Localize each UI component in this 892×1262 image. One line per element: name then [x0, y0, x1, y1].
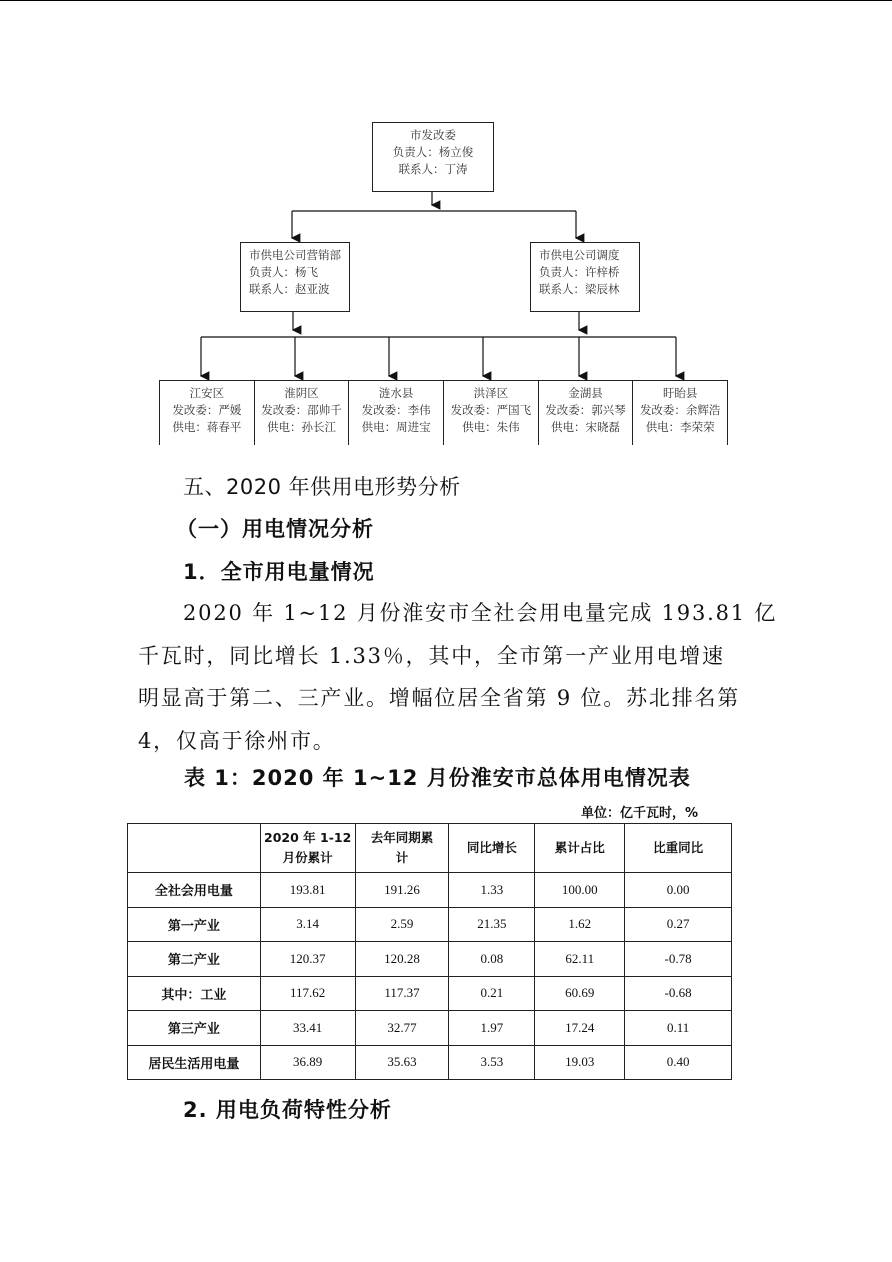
org-district-box [160, 381, 254, 445]
table-cell: 120.37 [260, 942, 355, 977]
table-cell: 100.00 [535, 873, 625, 908]
row-label: 第一产业 [128, 907, 261, 942]
table-cell: 191.26 [355, 873, 449, 908]
table-cell: -0.68 [625, 976, 732, 1011]
table-cell: 117.37 [355, 976, 449, 1011]
table-cell: 0.00 [625, 873, 732, 908]
table-cell: -0.78 [625, 942, 732, 977]
district-supply: 供电：蒋春平 [172, 420, 242, 434]
table-cell: 21.35 [449, 907, 535, 942]
row-label: 第三产业 [128, 1011, 261, 1046]
row-label: 其中：工业 [128, 976, 261, 1011]
header-2020-line2: 月份累计 [282, 850, 333, 865]
header-lastyear-line1: 去年同期累 [370, 830, 434, 845]
district-dev: 发改委：邵帅千 [261, 403, 342, 417]
table-cell: 0.21 [449, 976, 535, 1011]
table-row [128, 942, 732, 977]
org-mid-left-title: 市供电公司营销部 [249, 248, 341, 262]
table-header-cell: 累计占比 [535, 824, 625, 873]
table-cell: 60.69 [535, 976, 625, 1011]
org-top-title: 市发改委 [410, 128, 456, 142]
table-header-cell: 同比增长 [449, 824, 535, 873]
table-cell: 0.27 [625, 907, 732, 942]
table-cell: 36.89 [260, 1045, 355, 1080]
table-header-cell [128, 824, 261, 873]
header-2020-line1: 2020 年 1-12 [264, 830, 352, 845]
org-mid-left-lead: 负责人：杨飞 [249, 265, 318, 279]
table-cell: 0.40 [625, 1045, 732, 1080]
table-cell: 2.59 [355, 907, 449, 942]
table-caption: 表 1：2020 年 1~12 月份淮安市总体用电情况表 [184, 766, 691, 790]
district-dev: 发改委：郭兴琴 [545, 403, 626, 417]
table-cell: 62.11 [535, 942, 625, 977]
table-header-cell [355, 824, 449, 873]
table-cell: 32.77 [355, 1011, 449, 1046]
table-row [128, 1011, 732, 1046]
table-cell: 1.62 [535, 907, 625, 942]
org-district-box [348, 381, 443, 445]
table-header-cell [260, 824, 355, 873]
subsection-heading: （一）用电情况分析 [176, 517, 374, 541]
paragraph-line: 2020 年 1~12 月份淮安市全社会用电量完成 193.81 亿 [183, 601, 778, 625]
item2-heading: 2. 用电负荷特性分析 [183, 1098, 392, 1122]
power-usage-table [127, 823, 732, 1080]
org-mid-right-title: 市供电公司调度 [539, 248, 620, 262]
table-cell: 1.33 [449, 873, 535, 908]
district-name: 洪泽区 [473, 386, 509, 400]
org-box-marketing [240, 242, 350, 312]
org-mid-right-lead: 负责人：许梓桥 [539, 265, 620, 279]
table-unit: 单位：亿千瓦时，% [581, 806, 699, 821]
org-box-dispatch [530, 242, 640, 312]
district-supply: 供电：宋晓磊 [551, 420, 621, 434]
table-cell: 117.62 [260, 976, 355, 1011]
table-cell: 120.28 [355, 942, 449, 977]
table-cell: 3.53 [449, 1045, 535, 1080]
table-row [128, 976, 732, 1011]
table-row [128, 907, 732, 942]
table-row [128, 873, 732, 908]
org-district-box [538, 381, 633, 445]
district-supply: 供电：周进宝 [361, 420, 431, 434]
table-cell: 193.81 [260, 873, 355, 908]
district-name: 涟水县 [378, 386, 414, 400]
row-label: 第二产业 [128, 942, 261, 977]
section-heading: 五、2020 年供用电形势分析 [183, 475, 461, 499]
district-supply: 供电：孙长江 [267, 420, 336, 434]
table-cell: 0.08 [449, 942, 535, 977]
table-cell: 0.11 [625, 1011, 732, 1046]
org-district-box [632, 381, 727, 445]
table-cell: 35.63 [355, 1045, 449, 1080]
row-label: 全社会用电量 [128, 873, 261, 908]
row-label: 居民生活用电量 [128, 1045, 261, 1080]
district-name: 江安区 [189, 386, 225, 400]
table-cell: 1.97 [449, 1011, 535, 1046]
table-cell: 17.24 [535, 1011, 625, 1046]
org-district-box [254, 381, 349, 445]
district-name: 盱眙县 [662, 386, 698, 400]
table-row [128, 1045, 732, 1080]
org-top-contact: 联系人：丁涛 [398, 162, 468, 176]
org-box-top [372, 122, 494, 192]
item1-heading: 1．全市用电量情况 [183, 560, 375, 584]
table-header-cell: 比重同比 [625, 824, 732, 873]
district-name: 金湖县 [568, 386, 603, 400]
table-cell: 3.14 [260, 907, 355, 942]
paragraph-line: 千瓦时，同比增长 1.33％，其中，全市第一产业用电增速 [138, 644, 725, 668]
district-dev: 发改委：李伟 [361, 403, 431, 417]
district-dev: 发改委：严媛 [172, 403, 242, 417]
org-chart [0, 0, 892, 460]
org-district-box [443, 381, 538, 445]
district-supply: 供电：朱伟 [462, 420, 520, 434]
paragraph-line: 明显高于第二、三产业。增幅位居全省第 9 位。苏北排名第 [138, 686, 741, 710]
table-cell: 19.03 [535, 1045, 625, 1080]
table-cell: 33.41 [260, 1011, 355, 1046]
org-mid-left-contact: 联系人：赵亚波 [249, 282, 330, 296]
header-lastyear-line2: 计 [395, 850, 409, 865]
org-districts-row [159, 380, 728, 445]
district-dev: 发改委：余辉浩 [639, 403, 721, 417]
district-name: 淮阴区 [284, 386, 319, 400]
district-supply: 供电：李荣荣 [645, 420, 715, 434]
district-dev: 发改委：严国飞 [450, 403, 532, 417]
org-top-lead: 负责人：杨立俊 [392, 145, 474, 159]
org-mid-right-contact: 联系人：梁辰林 [539, 282, 620, 296]
table-header-row [128, 824, 732, 873]
paragraph-line: 4，仅高于徐州市。 [138, 729, 336, 753]
